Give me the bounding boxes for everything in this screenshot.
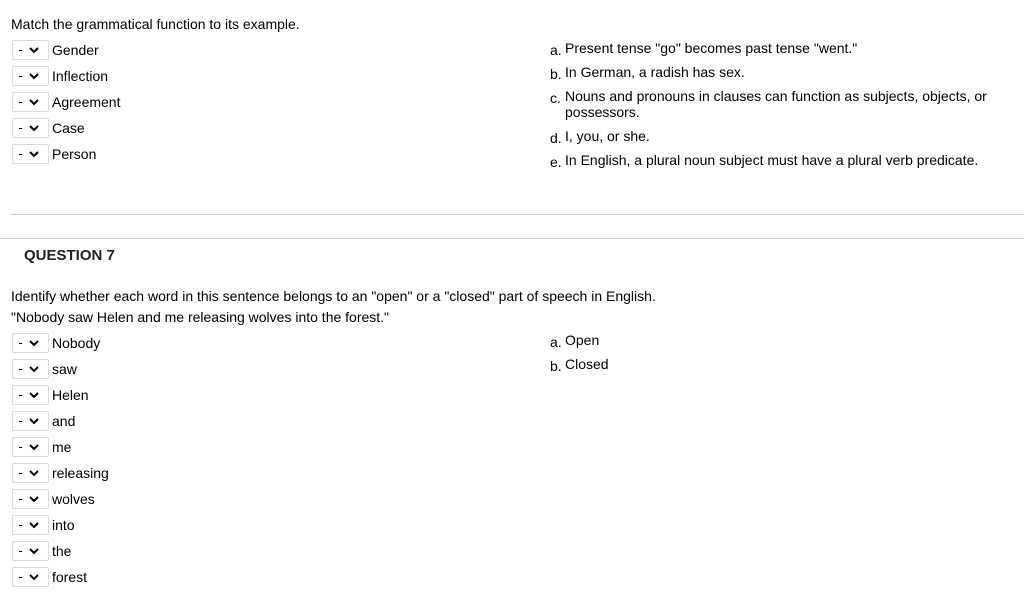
answer-text: In English, a plural noun subject must have a plural verb predicate.	[565, 152, 979, 168]
answer-text: Present tense "go" becomes past tense "went."	[565, 40, 858, 56]
term-label: me	[52, 439, 72, 455]
answer-select[interactable]	[12, 489, 49, 509]
select-value: -	[18, 543, 23, 558]
answer-select[interactable]	[12, 567, 49, 587]
answer-select[interactable]	[12, 541, 49, 561]
answer-option-d	[550, 128, 1012, 146]
answer-text: Nouns and pronouns in clauses can function as subjects, objects, or possessors.	[565, 88, 987, 120]
term-label: Person	[52, 146, 97, 162]
answer-letter: b.	[550, 358, 562, 374]
answer-select[interactable]	[12, 333, 49, 353]
match-row-case	[12, 117, 85, 139]
match-row-gender	[12, 39, 99, 61]
answer-option-c	[550, 88, 1012, 120]
answer-select[interactable]	[12, 411, 49, 431]
select-value: -	[18, 517, 23, 532]
select-value: -	[18, 146, 23, 161]
match-row-saw	[12, 358, 77, 380]
term-label: releasing	[52, 465, 109, 481]
answer-text: Open	[565, 332, 600, 348]
question7-prompt: Identify whether each word in this sentence belongs to an "open" or a "closed" part of speech in English.	[11, 288, 656, 304]
answer-letter: b.	[550, 66, 562, 82]
answer-select[interactable]	[12, 463, 49, 483]
match-row-agreement	[12, 91, 120, 113]
answer-letter: c.	[550, 90, 561, 106]
select-value: -	[18, 68, 23, 83]
question-divider	[0, 238, 1024, 239]
chevron-down-icon	[28, 390, 40, 400]
select-value: -	[18, 491, 23, 506]
match-row-the	[12, 540, 71, 562]
answer-select[interactable]	[12, 437, 49, 457]
match-row-nobody	[12, 332, 100, 354]
answer-text: Closed	[565, 356, 609, 372]
answer-option-e	[550, 152, 1012, 170]
answer-select[interactable]	[12, 515, 49, 535]
section-divider	[11, 214, 1024, 215]
question6-prompt: Match the grammatical function to its example.	[11, 16, 300, 32]
chevron-down-icon	[28, 416, 40, 426]
select-value: -	[18, 42, 23, 57]
chevron-down-icon	[28, 468, 40, 478]
term-label: and	[52, 413, 76, 429]
answer-option-b	[550, 64, 1012, 82]
term-label: Case	[52, 120, 85, 136]
answer-select[interactable]	[12, 144, 49, 164]
match-row-wolves	[12, 488, 95, 510]
answer-text: In German, a radish has sex.	[565, 64, 745, 80]
chevron-down-icon	[28, 442, 40, 452]
select-value: -	[18, 120, 23, 135]
term-label: into	[52, 517, 75, 533]
select-value: -	[18, 413, 23, 428]
chevron-down-icon	[28, 494, 40, 504]
answer-select[interactable]	[12, 118, 49, 138]
term-label: wolves	[52, 491, 95, 507]
answer-letter: a.	[550, 42, 562, 58]
match-row-and	[12, 410, 75, 432]
term-label: Gender	[52, 42, 99, 58]
chevron-down-icon	[28, 45, 40, 55]
term-label: Inflection	[52, 68, 109, 84]
chevron-down-icon	[28, 71, 40, 81]
answer-letter: e.	[550, 154, 562, 170]
chevron-down-icon	[28, 546, 40, 556]
term-label: Helen	[52, 387, 89, 403]
chevron-down-icon	[28, 149, 40, 159]
match-row-helen	[12, 384, 89, 406]
chevron-down-icon	[28, 123, 40, 133]
term-label: Nobody	[52, 335, 101, 351]
match-row-releasing	[12, 462, 109, 484]
chevron-down-icon	[28, 572, 40, 582]
match-row-person	[12, 143, 96, 165]
select-value: -	[18, 465, 23, 480]
term-label: the	[52, 543, 72, 559]
answer-letter: a.	[550, 334, 562, 350]
match-row-inflection	[12, 65, 108, 87]
select-value: -	[18, 335, 23, 350]
match-row-me	[12, 436, 71, 458]
match-row-forest	[12, 566, 87, 588]
select-value: -	[18, 387, 23, 402]
answer-select[interactable]	[12, 385, 49, 405]
select-value: -	[18, 439, 23, 454]
select-value: -	[18, 569, 23, 584]
term-label: Agreement	[52, 94, 121, 110]
chevron-down-icon	[28, 520, 40, 530]
chevron-down-icon	[28, 364, 40, 374]
select-value: -	[18, 94, 23, 109]
match-row-into	[12, 514, 75, 536]
answer-select[interactable]	[12, 40, 49, 60]
term-label: forest	[52, 569, 88, 585]
answer-option-open	[550, 332, 1012, 350]
answer-text: I, you, or she.	[565, 128, 650, 144]
chevron-down-icon	[28, 338, 40, 348]
answer-option-a	[550, 40, 1012, 58]
question7-sentence: "Nobody saw Helen and me releasing wolves into the forest."	[11, 309, 390, 325]
answer-letter: d.	[550, 130, 562, 146]
answer-option-closed	[550, 356, 1012, 374]
answer-select[interactable]	[12, 359, 49, 379]
select-value: -	[18, 361, 23, 376]
chevron-down-icon	[28, 97, 40, 107]
question7-heading: QUESTION 7	[24, 247, 115, 264]
answer-select[interactable]	[12, 66, 49, 86]
term-label: saw	[52, 361, 77, 377]
answer-select[interactable]	[12, 92, 49, 112]
